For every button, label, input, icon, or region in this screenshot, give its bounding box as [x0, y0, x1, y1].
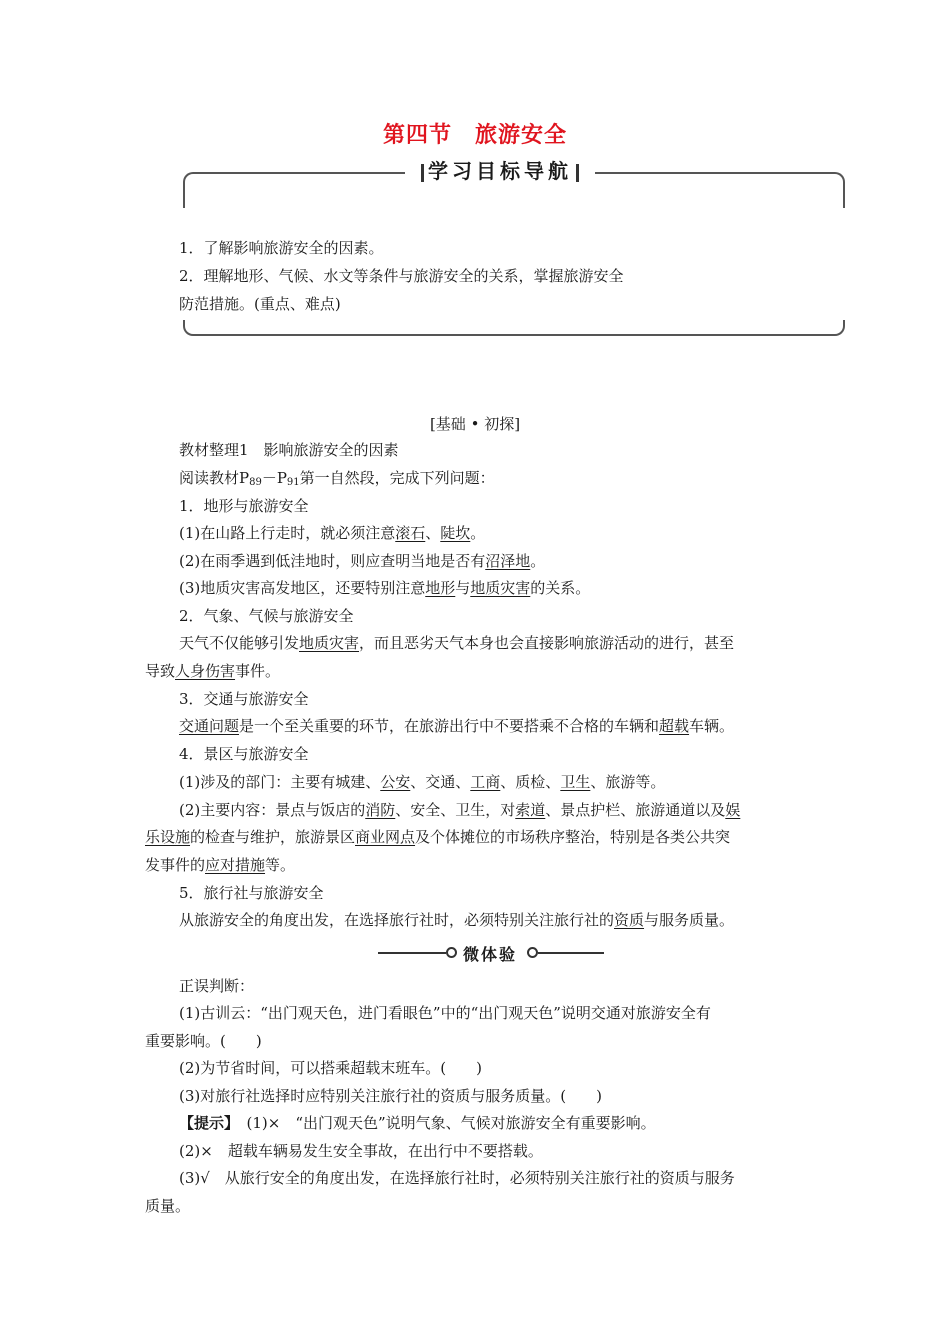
- intro-reading: [179, 468, 495, 493]
- goal-1: 1．了解影响旅游安全的因素。: [179, 239, 384, 257]
- text: (2)在雨季遇到低洼地时，则应查明当地是否有: [179, 552, 486, 570]
- answer-steep-ridge: 陡坎: [440, 524, 471, 542]
- answer-commercial-outlets: 商业网点: [355, 828, 416, 846]
- read-mid: －P: [261, 469, 287, 487]
- answer-3a: (3)√ 从旅行安全的角度出发，在选择旅行社时，必须特别关注旅行社的资质与服务: [179, 1169, 735, 1187]
- answer-rolling-stones: 滚石: [395, 524, 426, 542]
- text: 、安全、卫生，对: [395, 801, 516, 819]
- text: 事件。: [235, 662, 281, 680]
- answer-response-measures: 应对措施: [205, 856, 266, 874]
- answer-cableway: 索道: [515, 801, 546, 819]
- answer-entertainment-a: 娱: [725, 801, 741, 819]
- micro-dot-right: [527, 947, 538, 958]
- answer-swamp: 沼泽地: [485, 552, 531, 570]
- micro-line-left: [378, 952, 446, 954]
- goals-header-text: 学习目标导航: [428, 159, 572, 183]
- terrain-3: [179, 578, 590, 598]
- answer-commerce: 工商: [470, 773, 501, 791]
- read-page-start: 89: [249, 477, 262, 488]
- text: 、质检、: [500, 773, 561, 791]
- text: 、: [425, 524, 441, 542]
- answer-injury: 人身伤害: [175, 662, 236, 680]
- goal-2a: 2．理解地形、气候、水文等条件与旅游安全的关系，掌握旅游安全: [179, 267, 624, 285]
- hint-label: 【提示】: [179, 1114, 232, 1132]
- text: 导致: [145, 662, 176, 680]
- terrain-1: [179, 523, 485, 543]
- page-title: 第四节 旅游安全: [382, 123, 567, 148]
- text: (1)× “出门观天色”说明气象、气候对旅游安全有重要影响。: [231, 1114, 656, 1132]
- answer-entertainment-b: 乐设施: [145, 828, 191, 846]
- intro-heading: 教材整理1 影响旅游安全的因素: [179, 441, 399, 459]
- text: 、交通、: [410, 773, 471, 791]
- answer-3b: 质量。: [145, 1197, 191, 1215]
- answer-terrain: 地形: [425, 579, 456, 597]
- answer-fire: 消防: [365, 801, 396, 819]
- text: (1)在山路上行走时，就必须注意: [179, 524, 396, 542]
- judge-label: 正误判断：: [179, 977, 255, 995]
- read-pre: 阅读教材P: [179, 469, 250, 487]
- text: 从旅游安全的角度出发，在选择旅行社时，必须特别关注旅行社的: [179, 911, 615, 929]
- text: ，而且恶劣天气本身也会直接影响旅游活动的进行，甚至: [359, 634, 735, 652]
- micro-dot-left: [446, 947, 457, 958]
- text: 。: [470, 524, 486, 542]
- text: 等。: [265, 856, 296, 874]
- scenic-1: [179, 772, 665, 792]
- text: (1)涉及的部门：主要有城建、: [179, 773, 381, 791]
- text: 、景点护栏、旅游通道以及: [545, 801, 726, 819]
- micro-label: 微体验: [463, 945, 518, 964]
- scenic-2c: [145, 855, 295, 875]
- scenic-2b: [145, 827, 730, 847]
- goal-2b: 防范措施。(重点、难点): [179, 295, 341, 313]
- micro-line-right: [538, 952, 604, 954]
- text: (3)地质灾害高发地区，还要特别注意: [179, 579, 426, 597]
- text: 的检查与维护，旅游景区: [190, 828, 356, 846]
- text: 与服务质量。: [644, 911, 735, 929]
- header-bar-left: [421, 164, 424, 182]
- question-1b: 重要影响。( ): [145, 1032, 262, 1050]
- text: 。: [530, 552, 546, 570]
- terrain-2: [179, 551, 545, 571]
- text: 、旅游等。: [590, 773, 666, 791]
- text: 及个体摊位的市场秩序整治，特别是各类公共突: [415, 828, 731, 846]
- answer-1: [179, 1113, 656, 1133]
- answer-qualification: 资质: [614, 911, 645, 929]
- text: (2)主要内容：景点与饭店的: [179, 801, 366, 819]
- section-tag: [基础 • 初探]: [429, 415, 521, 433]
- question-2: (2)为节省时间，可以搭乘超载末班车。( ): [179, 1059, 482, 1077]
- answer-health: 卫生: [560, 773, 591, 791]
- read-page-end: 91: [286, 477, 300, 488]
- weather-1: [179, 633, 734, 653]
- answer-overload: 超载: [659, 717, 690, 735]
- question-3: (3)对旅行社选择时应特别关注旅行社的资质与服务质量。( ): [179, 1087, 602, 1105]
- answer-geo-disaster-2: 地质灾害: [299, 634, 360, 652]
- goals-frame-bottom: [183, 320, 845, 336]
- heading-traffic: 3．交通与旅游安全: [179, 690, 309, 708]
- text: 发事件的: [145, 856, 206, 874]
- text: 的关系。: [530, 579, 591, 597]
- question-1a: (1)古训云：“出门观天色，进门看眼色”中的“出门观天色”说明交通对旅游安全有: [179, 1004, 711, 1022]
- heading-agency: 5．旅行社与旅游安全: [179, 884, 324, 902]
- traffic-1: [179, 716, 734, 736]
- goals-header: [405, 155, 595, 187]
- text: 车辆。: [689, 717, 735, 735]
- answer-traffic-issue: 交通问题: [179, 717, 240, 735]
- heading-weather: 2．气象、气候与旅游安全: [179, 607, 354, 625]
- answer-geo-disaster: 地质灾害: [470, 579, 531, 597]
- agency-1: [179, 910, 734, 930]
- answer-2: (2)× 超载车辆易发生安全事故，在出行中不要搭载。: [179, 1142, 543, 1160]
- header-bar-right: [576, 164, 579, 182]
- read-post: 第一自然段，完成下列问题：: [299, 469, 495, 487]
- answer-police: 公安: [380, 773, 411, 791]
- text: 天气不仅能够引发: [179, 634, 300, 652]
- weather-2: [145, 661, 280, 681]
- text: 与: [455, 579, 471, 597]
- heading-scenic: 4．景区与旅游安全: [179, 745, 309, 763]
- scenic-2a: [179, 800, 740, 820]
- heading-terrain: 1．地形与旅游安全: [179, 497, 309, 515]
- text: 是一个至关重要的环节，在旅游出行中不要搭乘不合格的车辆和: [239, 717, 660, 735]
